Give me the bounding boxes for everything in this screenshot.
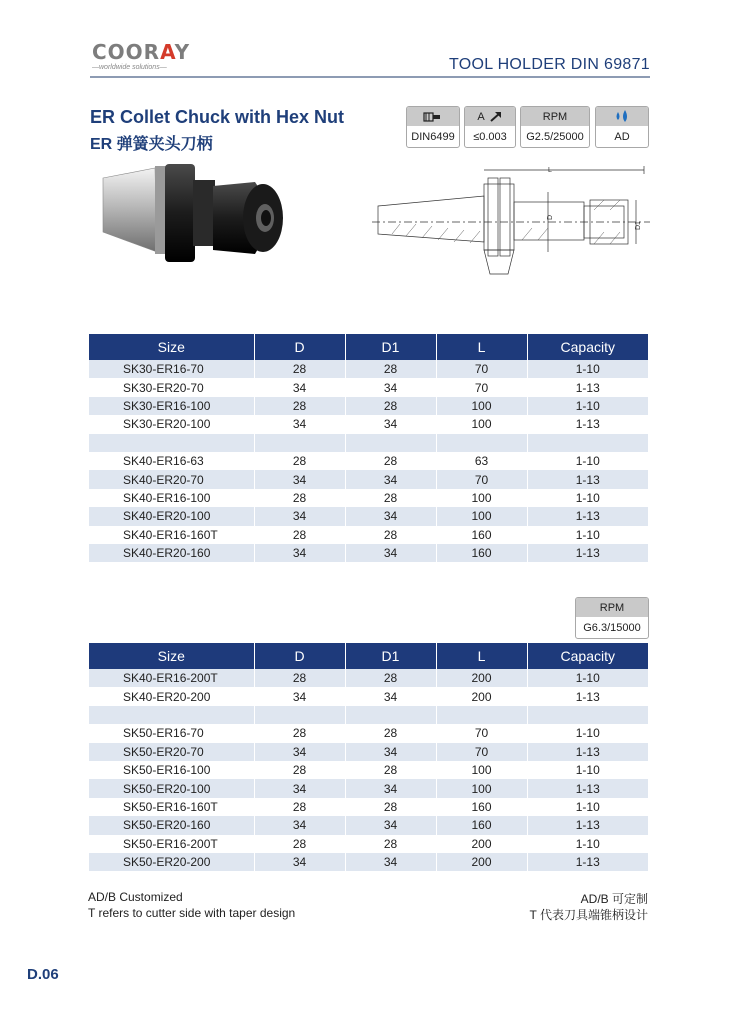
cell-capacity: 1-13	[527, 779, 648, 797]
spec-badge-coolant	[595, 106, 649, 148]
table-row	[89, 798, 648, 816]
dim-D: D	[547, 214, 554, 220]
cell-size: SK40-ER16-200T	[89, 669, 254, 687]
table-row	[89, 397, 648, 415]
coolant-type: AD	[614, 130, 630, 143]
table-row	[89, 489, 648, 507]
cell-size: SK40-ER20-200	[89, 687, 254, 705]
dim-D1: D1	[635, 221, 642, 230]
cell-d1: 34	[345, 687, 436, 705]
table-row	[89, 544, 648, 562]
cell-d1: 34	[345, 415, 436, 433]
col-d1: D1	[345, 643, 436, 669]
table-row	[89, 470, 648, 488]
cell-l: 100	[436, 761, 527, 779]
cell-size: SK50-ER20-200	[89, 853, 254, 871]
cell-d1: 28	[345, 452, 436, 470]
cell-l: 100	[436, 489, 527, 507]
cell-l: 100	[436, 507, 527, 525]
table-row	[89, 816, 648, 834]
cell-capacity: 1-10	[527, 761, 648, 779]
spec-badge-accuracy	[464, 106, 516, 148]
cell-l: 200	[436, 835, 527, 853]
product-photo	[95, 160, 295, 280]
cell-l: 70	[436, 724, 527, 742]
cell-capacity: 1-10	[527, 452, 648, 470]
cell-d: 28	[254, 489, 345, 507]
dim-L: L	[548, 167, 552, 174]
cell-capacity: 1-13	[527, 816, 648, 834]
cell-capacity: 1-13	[527, 378, 648, 396]
cell-d1: 28	[345, 526, 436, 544]
table-row	[89, 835, 648, 853]
table-row	[89, 743, 648, 761]
cell-d1: 34	[345, 779, 436, 797]
cell-capacity: 1-13	[527, 415, 648, 433]
cell-size: SK50-ER20-100	[89, 779, 254, 797]
cell-size: SK50-ER20-70	[89, 743, 254, 761]
cell-d: 28	[254, 724, 345, 742]
page-number: D.06	[27, 966, 59, 983]
cell-size: SK40-ER20-100	[89, 507, 254, 525]
cell-size: SK30-ER20-70	[89, 378, 254, 396]
cell-capacity: 1-10	[527, 526, 648, 544]
technical-drawing	[372, 162, 650, 280]
accuracy-value: ≤0.003	[473, 130, 507, 143]
collet-standard: DIN6499	[411, 130, 455, 143]
collet-icon	[407, 107, 459, 126]
col-size: Size	[89, 643, 254, 669]
cell-capacity	[527, 706, 648, 724]
cell-capacity	[527, 434, 648, 452]
cell-l: 70	[436, 378, 527, 396]
rpm-label: RPM	[521, 107, 589, 126]
cell-capacity: 1-13	[527, 544, 648, 562]
cell-d: 34	[254, 816, 345, 834]
cell-size: SK40-ER20-70	[89, 470, 254, 488]
cell-l: 100	[436, 415, 527, 433]
table-row	[89, 687, 648, 705]
cell-d: 28	[254, 397, 345, 415]
cell-l	[436, 434, 527, 452]
cell-l: 160	[436, 526, 527, 544]
table-row	[89, 779, 648, 797]
cell-l: 100	[436, 779, 527, 797]
cell-d: 34	[254, 507, 345, 525]
footnote-taper: T refers to cutter side with taper design	[88, 906, 296, 920]
cell-size	[89, 706, 254, 724]
table-row	[89, 526, 648, 544]
cell-d1: 28	[345, 669, 436, 687]
cell-d: 34	[254, 687, 345, 705]
cell-l: 160	[436, 798, 527, 816]
cell-d: 28	[254, 526, 345, 544]
cell-l	[436, 706, 527, 724]
cell-l: 70	[436, 360, 527, 378]
cell-size: SK50-ER20-160	[89, 816, 254, 834]
cell-capacity: 1-13	[527, 743, 648, 761]
cell-l: 200	[436, 669, 527, 687]
cell-d: 34	[254, 378, 345, 396]
cell-d1: 28	[345, 360, 436, 378]
table-row	[89, 452, 648, 470]
spec-badge-collet	[406, 106, 460, 148]
arrow-up-right-icon	[489, 111, 503, 123]
cell-size: SK50-ER16-70	[89, 724, 254, 742]
cell-size: SK50-ER16-200T	[89, 835, 254, 853]
table-row	[89, 507, 648, 525]
cell-l: 160	[436, 816, 527, 834]
cell-capacity: 1-13	[527, 507, 648, 525]
accuracy-label: A	[477, 110, 485, 123]
cell-d: 28	[254, 835, 345, 853]
cell-d: 28	[254, 669, 345, 687]
table-row	[89, 853, 648, 871]
cell-capacity: 1-10	[527, 798, 648, 816]
rpm-label-2: RPM	[576, 598, 648, 617]
cell-d1: 34	[345, 743, 436, 761]
cell-l: 200	[436, 853, 527, 871]
col-d: D	[254, 643, 345, 669]
cell-d: 28	[254, 452, 345, 470]
cell-capacity: 1-10	[527, 724, 648, 742]
col-d1: D1	[345, 334, 436, 360]
col-size: Size	[89, 334, 254, 360]
brand-name: COORAY	[92, 40, 191, 64]
table-spacer-row	[89, 706, 648, 724]
cell-size	[89, 434, 254, 452]
product-title-en: ER Collet Chuck with Hex Nut	[90, 107, 345, 127]
cell-capacity: 1-13	[527, 687, 648, 705]
rpm-value: G2.5/25000	[526, 130, 584, 143]
col-l: L	[436, 334, 527, 360]
footnote-customized: AD/B Customized	[88, 890, 183, 904]
cell-capacity: 1-10	[527, 360, 648, 378]
cell-capacity: 1-13	[527, 470, 648, 488]
table-row	[89, 415, 648, 433]
spec-table-2	[89, 643, 648, 871]
spec-badge-rpm	[520, 106, 590, 148]
cell-size: SK40-ER16-63	[89, 452, 254, 470]
cell-d: 28	[254, 761, 345, 779]
cell-d1: 34	[345, 816, 436, 834]
cell-capacity: 1-10	[527, 397, 648, 415]
footnote-customized-cn: AD/B 可定制	[580, 892, 648, 906]
brand-logo	[92, 42, 212, 74]
cell-l: 160	[436, 544, 527, 562]
col-l: L	[436, 643, 527, 669]
cell-d: 34	[254, 779, 345, 797]
cell-capacity: 1-13	[527, 853, 648, 871]
cell-d1: 28	[345, 397, 436, 415]
cell-d1: 34	[345, 853, 436, 871]
cell-d: 34	[254, 743, 345, 761]
cell-d1: 28	[345, 798, 436, 816]
cell-size: SK50-ER16-160T	[89, 798, 254, 816]
cell-l: 200	[436, 687, 527, 705]
cell-d: 34	[254, 470, 345, 488]
cell-capacity: 1-10	[527, 489, 648, 507]
cell-d1: 28	[345, 724, 436, 742]
brand-tagline: —worldwide solutions—	[92, 64, 167, 71]
coolant-drops-icon	[596, 107, 648, 126]
col-capacity: Capacity	[527, 334, 648, 360]
cell-d1: 28	[345, 835, 436, 853]
cell-d1: 28	[345, 489, 436, 507]
product-title-cn: ER 弹簧夹头刀柄	[90, 136, 213, 153]
cell-size: SK50-ER16-100	[89, 761, 254, 779]
cell-size: SK40-ER16-100	[89, 489, 254, 507]
cell-d: 28	[254, 798, 345, 816]
rpm-value-2: G6.3/15000	[583, 621, 641, 634]
cell-d1: 34	[345, 470, 436, 488]
header-divider	[90, 76, 650, 78]
cell-capacity: 1-10	[527, 835, 648, 853]
cell-d1: 34	[345, 507, 436, 525]
cell-d: 34	[254, 544, 345, 562]
cell-d1: 34	[345, 378, 436, 396]
spec-badge-rpm-2	[575, 597, 649, 639]
col-capacity: Capacity	[527, 643, 648, 669]
table-row	[89, 724, 648, 742]
cell-size: SK30-ER16-70	[89, 360, 254, 378]
table-row	[89, 669, 648, 687]
cell-d1: 28	[345, 761, 436, 779]
cell-size: SK30-ER20-100	[89, 415, 254, 433]
table-header-row	[89, 334, 648, 360]
cell-d	[254, 434, 345, 452]
col-d: D	[254, 334, 345, 360]
cell-d: 34	[254, 853, 345, 871]
cell-capacity: 1-10	[527, 669, 648, 687]
catalog-section-title: TOOL HOLDER DIN 69871	[448, 56, 650, 73]
table-row	[89, 378, 648, 396]
cell-d1	[345, 706, 436, 724]
cell-l: 63	[436, 452, 527, 470]
cell-d	[254, 706, 345, 724]
cell-l: 70	[436, 743, 527, 761]
cell-size: SK40-ER20-160	[89, 544, 254, 562]
cell-d: 34	[254, 415, 345, 433]
table-row	[89, 360, 648, 378]
cell-l: 100	[436, 397, 527, 415]
table-row	[89, 761, 648, 779]
cell-size: SK40-ER16-160T	[89, 526, 254, 544]
spec-table-1	[89, 334, 648, 562]
footnote-taper-cn: T 代表刀具端锥柄设计	[529, 908, 648, 922]
cell-l: 70	[436, 470, 527, 488]
cell-size: SK30-ER16-100	[89, 397, 254, 415]
cell-d1	[345, 434, 436, 452]
table-spacer-row	[89, 434, 648, 452]
cell-d: 28	[254, 360, 345, 378]
cell-d1: 34	[345, 544, 436, 562]
table-header-row	[89, 643, 648, 669]
